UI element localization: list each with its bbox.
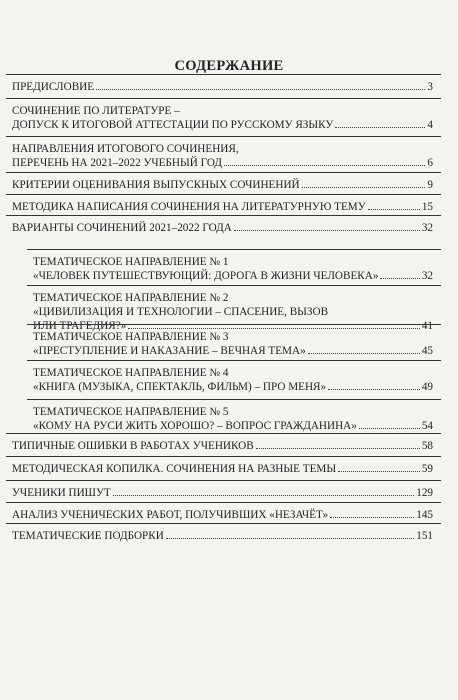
toc-entry-page-number: 59	[421, 463, 433, 475]
toc-entry-title: АНАЛИЗ УЧЕНИЧЕСКИХ РАБОТ, ПОЛУЧИВШИХ «НЕЗАЧЁТ»	[12, 509, 329, 521]
separator-rule	[6, 194, 441, 195]
separator-rule	[6, 98, 441, 99]
toc-entry-title: «КОМУ НА РУСИ ЖИТЬ ХОРОШО? – ВОПРОС ГРАЖДАНИНА»	[33, 420, 357, 432]
toc-entry-page-number: 4	[427, 119, 433, 131]
toc-entry-title: «ПРЕСТУПЛЕНИЕ И НАКАЗАНИЕ – ВЕЧНАЯ ТЕМА»	[33, 345, 306, 357]
separator-rule	[27, 399, 441, 400]
toc-entry-title: «КНИГА (МУЗЫКА, СПЕКТАКЛЬ, ФИЛЬМ) – ПРО МЕНЯ»	[33, 381, 327, 393]
dot-leader	[224, 156, 425, 166]
dot-leader	[368, 200, 420, 210]
toc-entry-page-number: 41	[421, 320, 433, 332]
toc-entry-page-number: 9	[427, 179, 433, 191]
toc-entry-title: УЧЕНИКИ ПИШУТ	[12, 487, 111, 499]
toc-entry[interactable]	[12, 529, 433, 543]
toc-entry[interactable]	[12, 486, 433, 500]
toc-entry[interactable]	[12, 508, 433, 522]
toc-entry[interactable]	[12, 462, 433, 476]
separator-rule	[6, 502, 441, 503]
toc-entry-title: НАПРАВЛЕНИЯ ИТОГОВОГО СОЧИНЕНИЯ,	[12, 143, 239, 155]
toc-entry-page-number: 58	[421, 440, 433, 452]
dot-leader	[234, 221, 420, 231]
toc-entry[interactable]	[12, 80, 433, 94]
dot-leader	[113, 486, 414, 496]
toc-entry-page-number: 151	[416, 530, 433, 542]
toc-entry[interactable]	[12, 221, 433, 235]
separator-rule	[6, 172, 441, 173]
separator-rule	[27, 324, 441, 325]
toc-entry-title: ПЕРЕЧЕНЬ НА 2021–2022 УЧЕБНЫЙ ГОД	[12, 157, 222, 169]
toc-entry-title: «ЦИВИЛИЗАЦИЯ И ТЕХНОЛОГИИ – СПАСЕНИЕ, ВЫЗОВ	[33, 306, 329, 318]
separator-rule	[6, 136, 441, 137]
toc-entry-page-number: 49	[421, 381, 433, 393]
toc-entry-title: ДОПУСК К ИТОГОВОЙ АТТЕСТАЦИИ ПО РУССКОМУ ЯЗЫКУ	[12, 119, 334, 131]
toc-entry-title: ТЕМАТИЧЕСКОЕ НАПРАВЛЕНИЕ № 3	[33, 331, 229, 343]
page-title: СОДЕРЖАНИЕ	[174, 58, 284, 74]
separator-rule	[27, 285, 441, 286]
toc-entry[interactable]	[33, 366, 433, 394]
toc-entry[interactable]	[12, 439, 433, 453]
toc-entry-page-number: 145	[416, 509, 433, 521]
toc-entry[interactable]	[33, 291, 433, 333]
dot-leader	[328, 380, 420, 390]
separator-rule	[6, 433, 441, 434]
toc-entry[interactable]	[33, 405, 433, 433]
toc-entry-title: ТЕМАТИЧЕСКИЕ ПОДБОРКИ	[12, 530, 164, 542]
separator-rule	[6, 523, 441, 524]
dot-leader	[380, 269, 419, 279]
toc-entry-page-number: 45	[421, 345, 433, 357]
toc-entry[interactable]	[33, 255, 433, 283]
dot-leader	[302, 178, 426, 188]
separator-rule	[6, 480, 441, 481]
toc-entry[interactable]	[12, 104, 433, 132]
dot-leader	[359, 419, 420, 429]
separator-rule	[27, 249, 441, 250]
toc-entry-title: ТЕМАТИЧЕСКОЕ НАПРАВЛЕНИЕ № 4	[33, 367, 229, 379]
dot-leader	[330, 508, 414, 518]
dot-leader	[96, 80, 425, 90]
toc-entry-title: СОЧИНЕНИЕ ПО ЛИТЕРАТУРЕ –	[12, 105, 180, 117]
separator-rule	[27, 360, 441, 361]
toc-entry-page-number: 3	[427, 81, 433, 93]
toc-entry-title: ВАРИАНТЫ СОЧИНЕНИЙ 2021–2022 ГОДА	[12, 222, 232, 234]
dot-leader	[308, 344, 420, 354]
toc-entry-title: ТИПИЧНЫЕ ОШИБКИ В РАБОТАХ УЧЕНИКОВ	[12, 440, 254, 452]
toc-entry-title: ИЛИ ТРАГЕДИЯ?»	[33, 320, 127, 332]
toc-entry[interactable]	[12, 200, 433, 214]
toc-entry-title: МЕТОДИЧЕСКАЯ КОПИЛКА. СОЧИНЕНИЯ НА РАЗНЫЕ ТЕМЫ	[12, 463, 337, 475]
toc-entry-title: ТЕМАТИЧЕСКОЕ НАПРАВЛЕНИЕ № 1	[33, 256, 229, 268]
toc-entry-title: ПРЕДИСЛОВИЕ	[12, 81, 95, 93]
dot-leader	[256, 439, 420, 449]
toc-entry-page-number: 32	[421, 222, 433, 234]
separator-rule	[6, 74, 441, 75]
toc-entry[interactable]	[12, 178, 433, 192]
dot-leader	[335, 118, 425, 128]
toc-entry-page-number: 32	[421, 270, 433, 282]
separator-rule	[6, 215, 441, 216]
dot-leader	[166, 529, 414, 539]
dot-leader	[338, 462, 420, 472]
toc-entry-title: МЕТОДИКА НАПИСАНИЯ СОЧИНЕНИЯ НА ЛИТЕРАТУРНУЮ ТЕМУ	[12, 201, 366, 213]
toc-entry-page-number: 6	[427, 157, 433, 169]
toc-entry[interactable]	[12, 142, 433, 170]
toc-entry-title: ТЕМАТИЧЕСКОЕ НАПРАВЛЕНИЕ № 5	[33, 406, 229, 418]
toc-entry[interactable]	[33, 330, 433, 358]
toc-entry-page-number: 129	[416, 487, 433, 499]
toc-entry-title: ТЕМАТИЧЕСКОЕ НАПРАВЛЕНИЕ № 2	[33, 292, 229, 304]
toc-entry-page-number: 54	[421, 420, 433, 432]
toc-entry-page-number: 15	[421, 201, 433, 213]
separator-rule	[6, 456, 441, 457]
toc-entry-title: КРИТЕРИИ ОЦЕНИВАНИЯ ВЫПУСКНЫХ СОЧИНЕНИЙ	[12, 179, 300, 191]
toc-entry-title: «ЧЕЛОВЕК ПУТЕШЕСТВУЮЩИЙ: ДОРОГА В ЖИЗНИ ЧЕЛОВЕКА»	[33, 270, 379, 282]
